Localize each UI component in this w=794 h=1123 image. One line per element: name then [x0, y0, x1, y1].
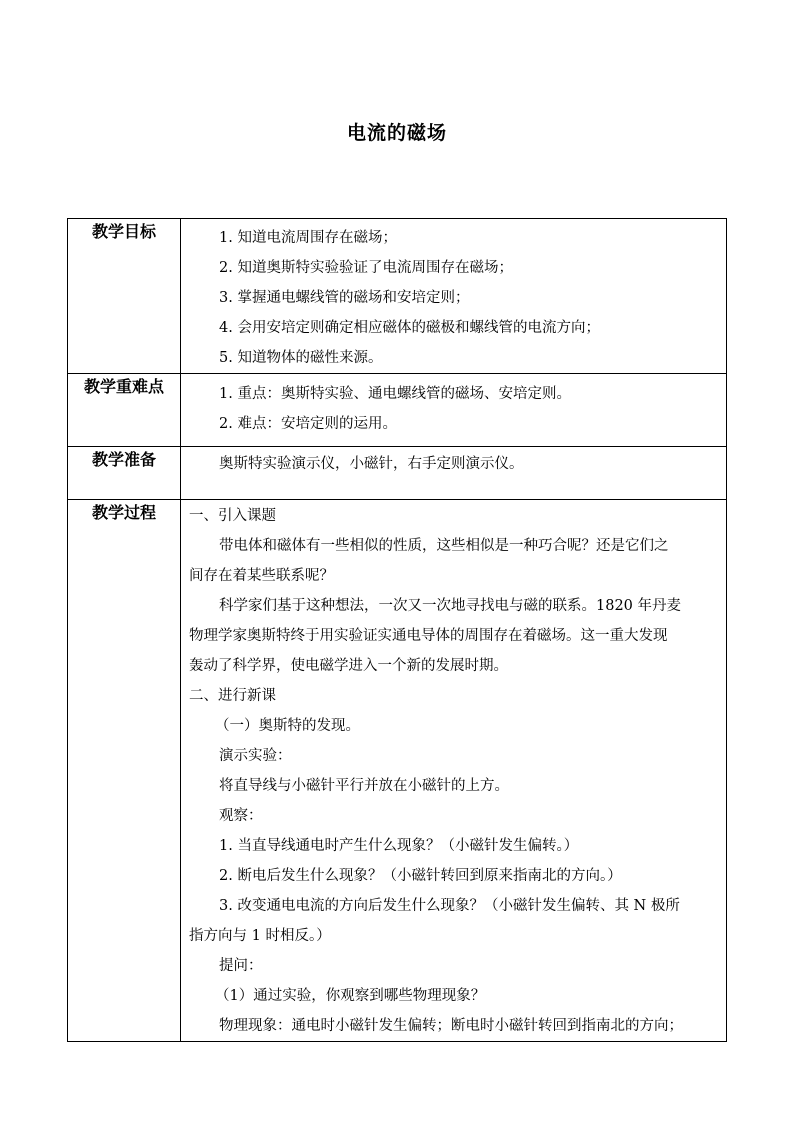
paragraph-line: 带电体和磁体有一些相似的性质，这些相似是一种巧合呢？还是它们之 — [219, 538, 669, 554]
paragraph-line: 提问： — [219, 958, 263, 974]
paragraph-line: 间存在着某些联系呢？ — [189, 568, 334, 584]
list-item: 1. 重点：奥斯特实验、通电螺线管的磁场、安培定则。 — [219, 386, 571, 402]
paragraph — [181, 591, 726, 681]
preparation-text: 奥斯特实验演示仪，小磁针，右手定则演示仪。 — [219, 456, 524, 472]
process-content — [181, 500, 727, 1042]
list-item: 2. 难点：安培定则的运用。 — [219, 416, 397, 432]
section-heading: 二、进行新课 — [189, 688, 276, 704]
paragraph-line: 指方向与 1 时相反。） — [189, 928, 331, 944]
paragraph-line: 物理现象：通电时小磁针发生偏转；断电时小磁针转回到指南北的方向； — [219, 1018, 683, 1034]
paragraph-line: 观察： — [219, 808, 263, 824]
row-header-key-points: 教学重难点 — [68, 374, 181, 447]
paragraph-line: 演示实验： — [219, 748, 292, 764]
table-row-goals — [68, 219, 727, 374]
list-item: （1）通过实验，你观察到哪些物理现象？ — [215, 988, 486, 1004]
table-row-key-points — [68, 374, 727, 447]
list-item: 4. 会用安培定则确定相应磁体的磁极和螺线管的电流方向； — [219, 320, 600, 336]
goals-content — [181, 219, 727, 374]
section-heading: 一、引入课题 — [189, 508, 276, 524]
row-header-process: 教学过程 — [68, 500, 181, 1042]
list-item: 1. 当直导线通电时产生什么现象？（小磁针发生偏转。） — [219, 838, 579, 854]
lesson-plan-table — [67, 218, 727, 1042]
list-item: 2. 断电后发生什么现象？（小磁针转回到原来指南北的方向。） — [219, 868, 622, 884]
list-item: 5. 知道物体的磁性来源。 — [219, 350, 383, 366]
list-item: 1. 知道电流周围存在磁场； — [219, 230, 397, 246]
table-row-preparation — [68, 447, 727, 500]
page-title: 电流的磁场 — [346, 122, 447, 144]
list-item: 2. 知道奥斯特实验验证了电流周围存在磁场； — [219, 260, 513, 276]
subsection-heading: （一）奥斯特的发现。 — [215, 718, 360, 734]
paragraph-line: 轰动了科学界，使电磁学进入一个新的发展时期。 — [189, 658, 508, 674]
paragraph-line: 物理学家奥斯特终于用实验证实通电导体的周围存在着磁场。这一重大发现 — [189, 628, 668, 644]
paragraph-line: 将直导线与小磁针平行并放在小磁针的上方。 — [219, 778, 509, 794]
paragraph — [181, 531, 726, 591]
preparation-content — [181, 447, 727, 500]
row-header-goals: 教学目标 — [68, 219, 181, 374]
key-points-content — [181, 374, 727, 447]
list-item: 3. 改变通电电流的方向后发生什么现象？（小磁针发生偏转、其 N 极所 — [219, 898, 680, 914]
paragraph-line: 科学家们基于这种想法，一次又一次地寻找电与磁的联系。1820 年丹麦 — [219, 598, 682, 614]
table-row-process — [68, 500, 727, 1042]
list-item: 3. 掌握通电螺线管的磁场和安培定则； — [219, 290, 470, 306]
row-header-preparation: 教学准备 — [68, 447, 181, 500]
paragraph — [181, 891, 726, 951]
